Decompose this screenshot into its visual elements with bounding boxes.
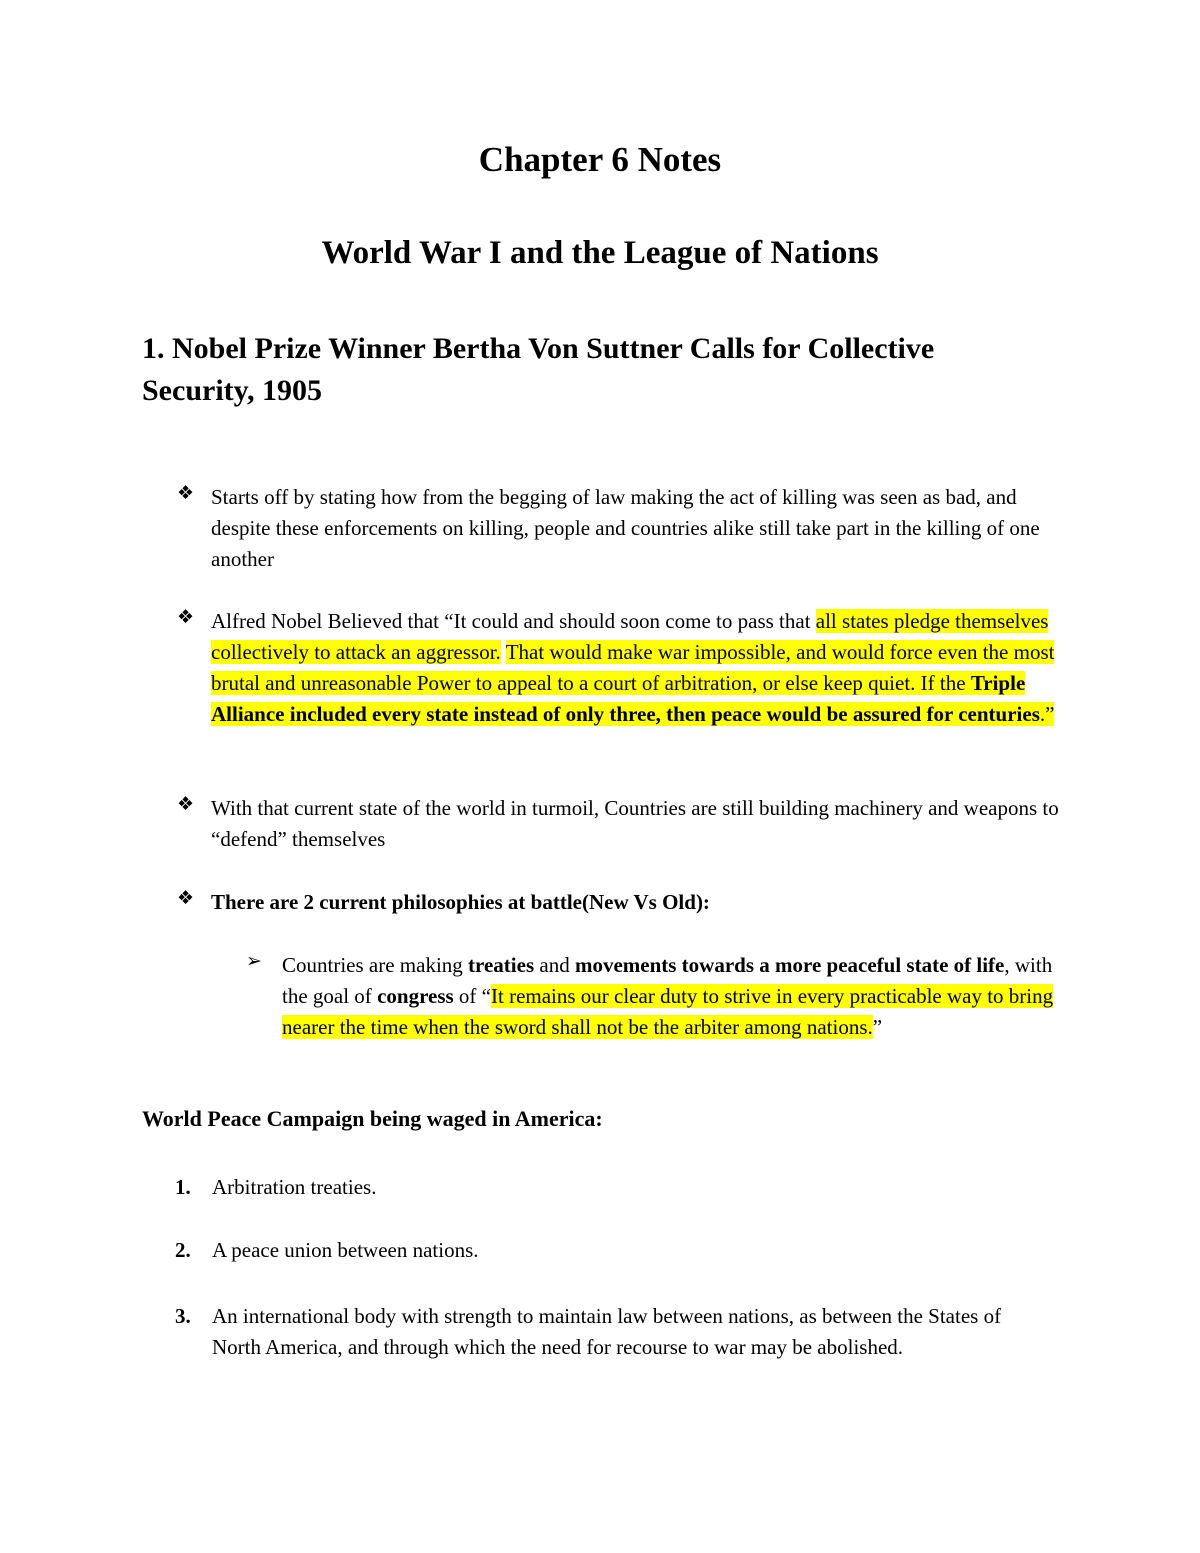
numbered-item — [175, 1235, 1035, 1266]
numbered-item — [175, 1172, 1035, 1203]
bullet-item — [177, 793, 1077, 855]
highlighted-text: .” — [1039, 702, 1055, 726]
diamond-bullet-icon: ❖ — [177, 887, 195, 909]
highlighted-text: all states pledge themselves collectively to attack an aggressor. — [211, 609, 1049, 664]
bold-text: congress — [377, 984, 454, 1008]
page-title: Chapter 6 Notes — [478, 140, 722, 179]
diamond-bullet-icon: ❖ — [177, 793, 195, 815]
text-run — [501, 640, 506, 664]
sub-bullet-text — [282, 950, 1066, 1043]
bullet-text: Starts off by stating how from the begging of law making the act of killing was seen as bad, and despite these enforcements on killing, people and countries alike still take part in the killing of one another — [211, 485, 1040, 571]
text-run: ” — [872, 1015, 883, 1039]
item-text: A peace union between nations. — [212, 1238, 479, 1262]
page-subtitle: World War I and the League of Nations — [321, 235, 879, 271]
highlighted-text: If the — [915, 671, 971, 695]
item-text: Arbitration treaties. — [212, 1175, 377, 1199]
bold-text: movements towards a more peaceful state of life — [574, 953, 1005, 977]
text-run: Countries are making — [282, 953, 469, 977]
text-run: and — [534, 953, 575, 977]
text-run: of “ — [453, 984, 491, 1008]
diamond-bullet-icon: ❖ — [177, 482, 195, 504]
bullet-text: With that current state of the world in turmoil, Countries are still building machinery and weapons to “defend” themselves — [211, 796, 1059, 851]
bullet-item — [177, 887, 1077, 918]
text-run: Alfred Nobel Believed that “It could and should soon come to pass that — [211, 609, 816, 633]
bold-text: treaties — [468, 953, 535, 977]
diamond-bullet-icon: ❖ — [177, 606, 195, 628]
text-run: , with the goal of — [282, 953, 1053, 1008]
bullet-item — [177, 606, 1077, 730]
highlighted-text: It remains our clear duty to strive in every practicable way to bring nearer the time when the sword shall not be the arbiter among nations. — [282, 984, 1054, 1039]
bullet-text: There are 2 current philosophies at battle(New Vs Old): — [211, 890, 710, 914]
highlighted-text: That would make war impossible, and would force even the most brutal and unreasonable Power to appeal to a court of arbitration, or else keep quiet. — [211, 640, 1055, 695]
bullet-text — [211, 606, 1077, 730]
highlighted-bold-text: Triple Alliance included every state instead of only three, then peace would be assured for centuries — [211, 671, 1040, 726]
item-text: An international body with strength to maintain law between nations, as between the States of North America, and through which the need for recourse to war may be abolished. — [212, 1304, 1002, 1359]
sub-bullet-item — [246, 950, 1066, 1043]
campaign-heading: World Peace Campaign being waged in America: — [142, 1106, 603, 1131]
numbered-item — [175, 1301, 1035, 1363]
item-number: 3. — [175, 1304, 191, 1328]
bullet-item — [177, 482, 1077, 575]
item-number: 2. — [175, 1238, 191, 1262]
section-heading: 1. Nobel Prize Winner Bertha Von Suttner Calls for Collective Security, 1905 — [142, 332, 935, 407]
arrowhead-bullet-icon: ➢ — [246, 950, 262, 972]
item-number: 1. — [175, 1175, 191, 1199]
